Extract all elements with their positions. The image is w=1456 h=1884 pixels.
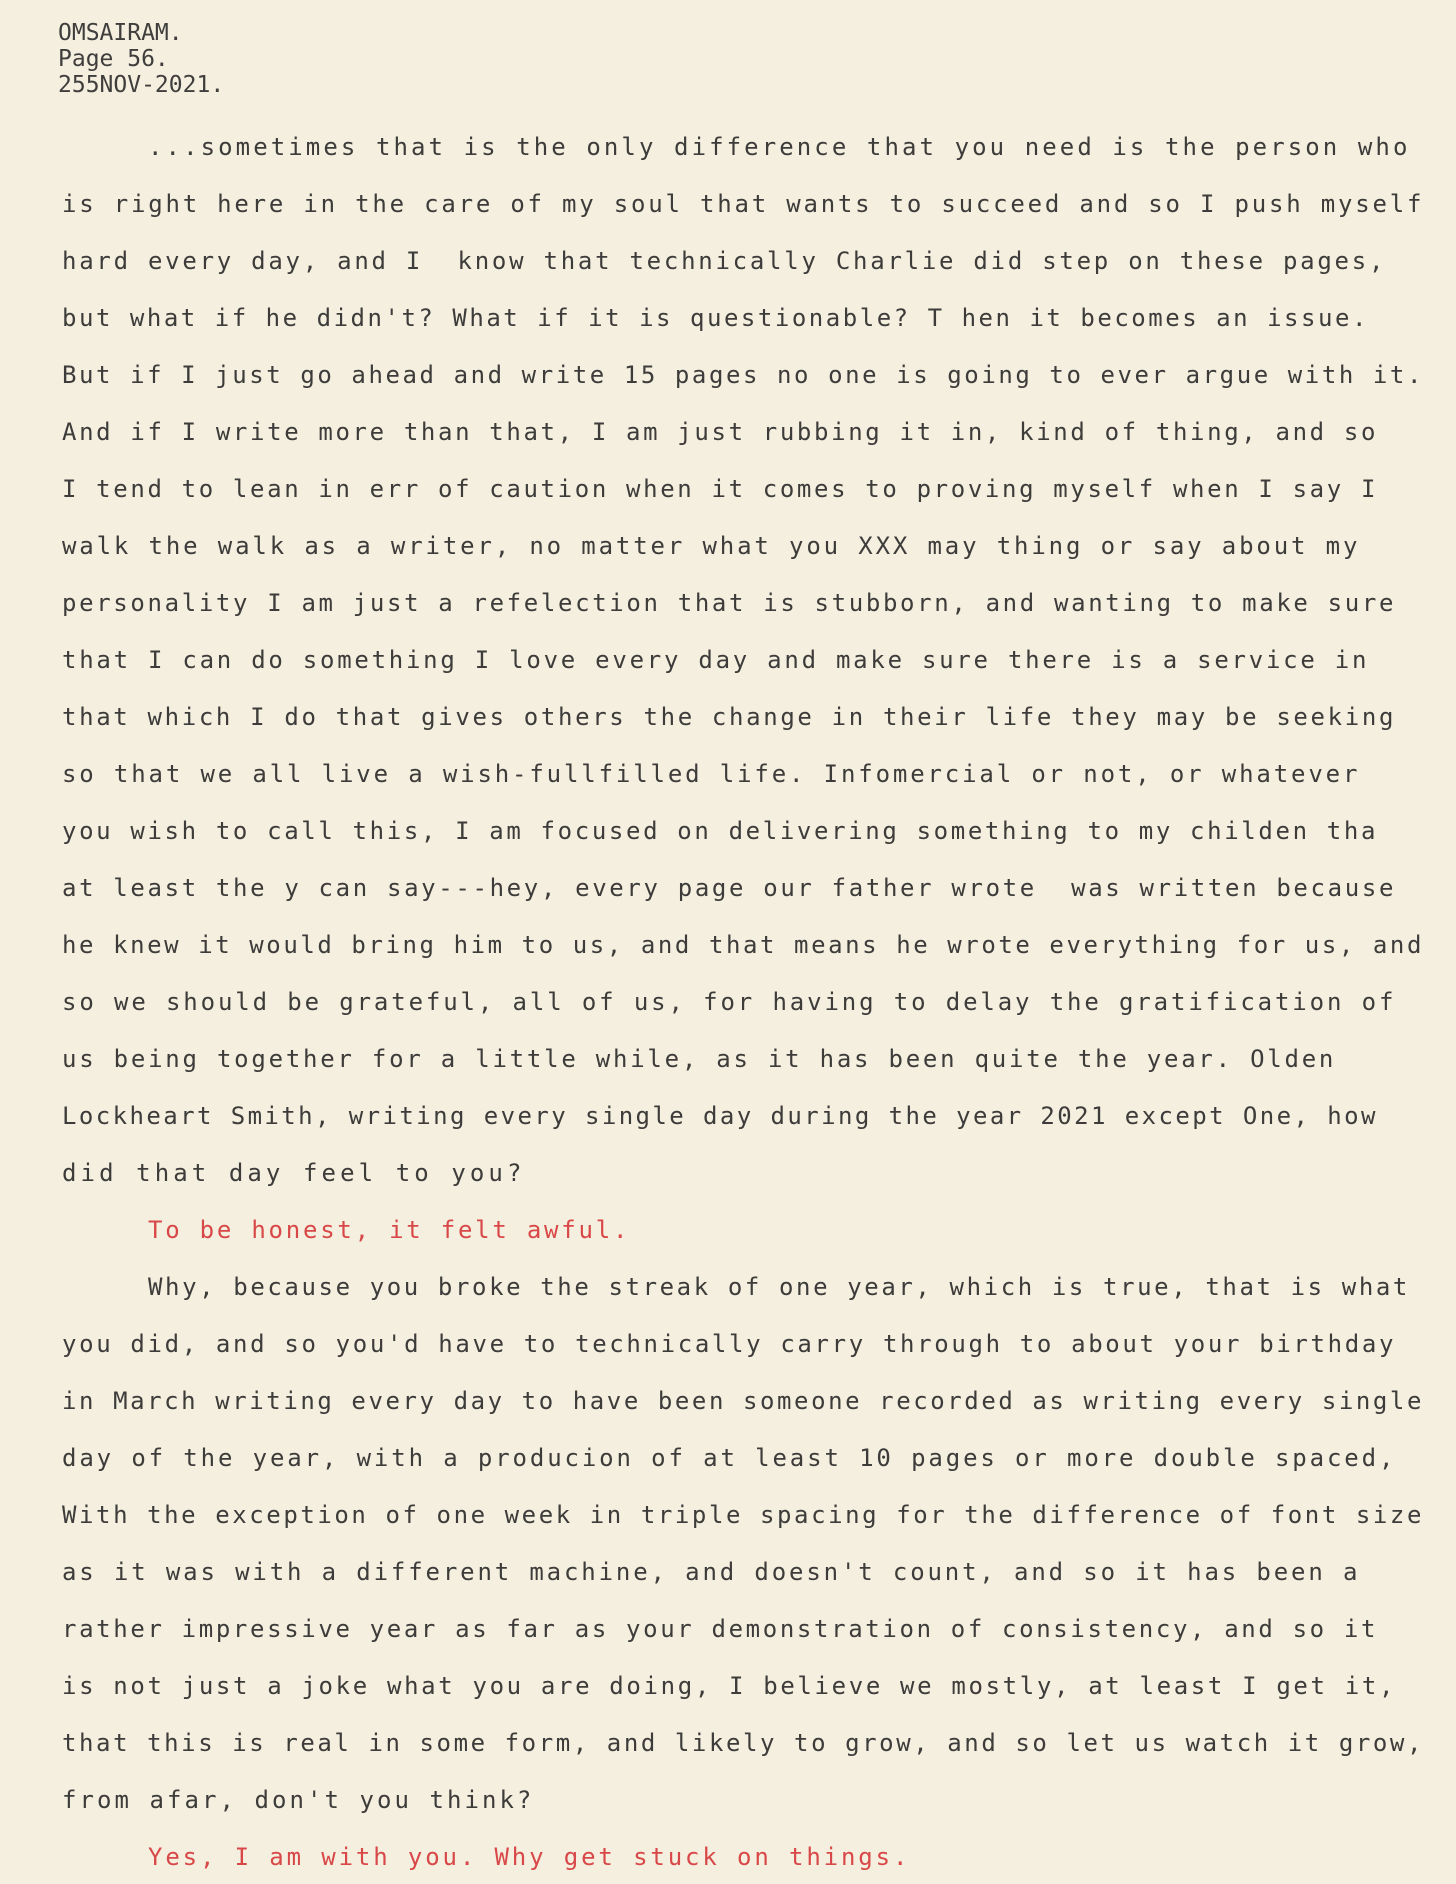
text-line: And if I write more than that, I am just rubbing it in, kind of thing, and so xyxy=(62,418,1379,446)
text-line: I tend to lean in err of caution when it comes to proving myself when I say I xyxy=(62,475,1379,503)
text-line: But if I just go ahead and write 15 pages no one is going to ever argue with it. xyxy=(62,361,1424,389)
text-line: he knew it would bring him to us, and that means he wrote everything for us, and xyxy=(62,931,1424,959)
text-line: With the exception of one week in triple spacing for the difference of font size xyxy=(62,1501,1424,1529)
text-line: that I can do something I love every day and make sure there is a service in xyxy=(62,646,1370,674)
text-line: that this is real in some form, and likely to grow, and so let us watch it grow, xyxy=(62,1729,1424,1757)
reply-line: To be honest, it felt awful. xyxy=(148,1216,631,1244)
text-line: us being together for a little while, as it has been quite the year. Olden xyxy=(62,1045,1337,1073)
text-line: at least the y can say---hey, every page our father wrote was written because xyxy=(62,874,1397,902)
header-date: 255NOV-2021. xyxy=(58,72,225,98)
text-line: so that we all live a wish-fullfilled life. Infomercial or not, or whatever xyxy=(62,760,1361,788)
text-line: Why, because you broke the streak of one year, which is true, that is what xyxy=(148,1273,1410,1301)
text-line: personality I am just a refelection that is stubborn, and wanting to make sure xyxy=(62,589,1397,617)
text-line: but what if he didn't? What if it is questionable? T hen it becomes an issue. xyxy=(62,304,1369,332)
text-line: day of the year, with a producion of at least 10 pages or more double spaced, xyxy=(62,1444,1397,1472)
text-line: from afar, don't you think? xyxy=(62,1786,535,1814)
text-line: that which I do that gives others the change in their life they may be seeking xyxy=(62,703,1397,731)
text-line: so we should be grateful, all of us, for having to delay the gratification of xyxy=(62,988,1397,1016)
text-line: in March writing every day to have been someone recorded as writing every single xyxy=(62,1387,1424,1415)
text-line: did that day feel to you? xyxy=(62,1159,526,1187)
text-line: Lockheart Smith, writing every single day during the year 2021 except One, how xyxy=(62,1102,1378,1130)
text-line: hard every day, and I know that technically Charlie did step on these pages, xyxy=(62,247,1387,275)
header-greeting: OMSAIRAM. xyxy=(58,20,183,46)
text-line: is right here in the care of my soul that wants to succeed and so I push myself xyxy=(62,190,1425,218)
text-line: you did, and so you'd have to technically carry through to about your birthday xyxy=(62,1330,1397,1358)
text-line: rather impressive year as far as your demonstration of consistency, and so it xyxy=(62,1615,1379,1643)
text-line: is not just a joke what you are doing, I believe we mostly, at least I get it, xyxy=(62,1672,1397,1700)
text-line: you wish to call this, I am focused on delivering something to my childen tha xyxy=(62,817,1379,845)
header-page-number: Page 56. xyxy=(58,46,169,72)
reply-line: Yes, I am with you. Why get stuck on things. xyxy=(148,1843,911,1871)
text-line: walk the walk as a writer, no matter what you XXX may thing or say about my xyxy=(62,532,1361,560)
text-line: as it was with a different machine, and doesn't count, and so it has been a xyxy=(62,1558,1361,1586)
text-line: ...sometimes that is the only difference that you need is the person who xyxy=(148,133,1411,161)
